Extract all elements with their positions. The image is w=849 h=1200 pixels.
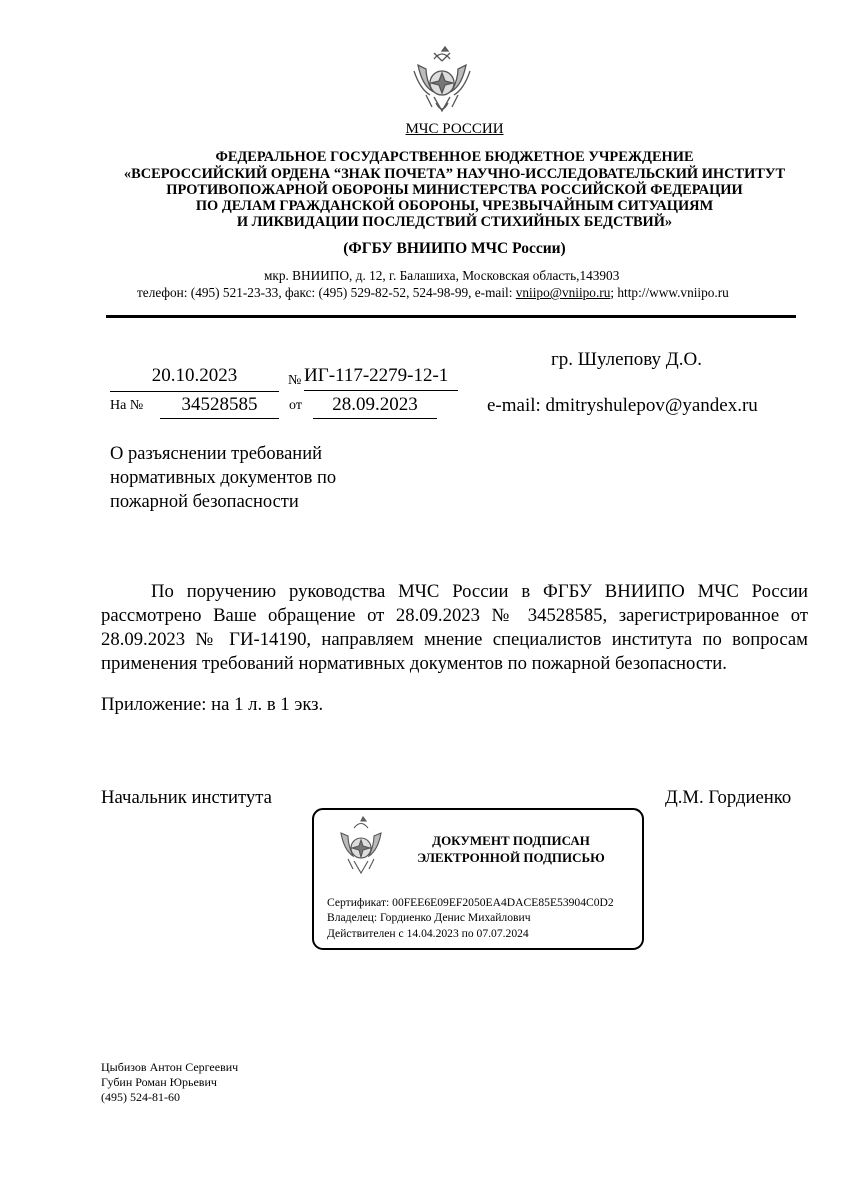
contacts-phone: телефон: (495) 521-23-33, факс: (495) 529-82-52, 524-98-99, e-mail: <box>137 285 516 300</box>
letter-subject: О разъяснении требований нормативных документов по пожарной безопасности <box>110 444 337 512</box>
stamp-emblem-icon <box>336 816 386 878</box>
outgoing-number-underline <box>304 390 458 391</box>
incoming-number: 34528585 <box>160 394 279 419</box>
org-line: ПО ДЕЛАМ ГРАЖДАНСКОЙ ОБОРОНЫ, ЧРЕЗВЫЧАЙНЫМ СИТУАЦИЯМ <box>195 198 714 214</box>
stamp-title-line: ДОКУМЕНТ ПОДПИСАН <box>432 833 590 848</box>
stamp-title <box>396 832 626 866</box>
recipient-name: гр. Шулепову Д.О. <box>551 349 702 370</box>
contacts-email-link[interactable]: vniipo@vniipo.ru <box>515 285 611 300</box>
body-paragraph: По поручению руководства МЧС России в ФГБУ ВНИИПО МЧС России рассмотрено Ваше обращение от 28.09.2023 № 34528585, зарегистрированное от 28.09.2023 № ГИ-14190, направляем мнение специалистов института по вопросам применения требований нормативных документов по пожарной безопасности. <box>101 581 808 674</box>
contacts-website: ; http://www.vniipo.ru <box>610 285 729 300</box>
stamp-certificate: Сертификат: 00FEE6E09EF2050EA4DACE85E53904C0D2 <box>327 896 614 909</box>
signer-name: Д.М. Гордиенко <box>665 787 792 808</box>
incoming-label: На № <box>110 398 144 413</box>
stamp-validity: Действителен с 14.04.2023 по 07.07.2024 <box>327 927 529 940</box>
executor-phone: (495) 524-81-60 <box>101 1090 180 1104</box>
attachment-note: Приложение: на 1 л. в 1 экз. <box>101 694 324 715</box>
ministry-name: МЧС РОССИИ <box>405 121 504 137</box>
org-line: «ВСЕРОССИЙСКИЙ ОРДЕНА “ЗНАК ПОЧЕТА” НАУЧНО-ИССЛЕДОВАТЕЛЬСКИЙ ИНСТИТУТ <box>123 166 786 182</box>
outgoing-date: 20.10.2023 <box>110 365 279 392</box>
executor-name: Цыбизов Антон Сергеевич <box>101 1060 239 1074</box>
e-signature-stamp <box>312 808 644 950</box>
emblem-icon <box>412 45 472 117</box>
org-line: И ЛИКВИДАЦИИ ПОСЛЕДСТВИЙ СТИХИЙНЫХ БЕДСТВИЙ» <box>236 214 673 230</box>
org-line: ФЕДЕРАЛЬНОЕ ГОСУДАРСТВЕННОЕ БЮДЖЕТНОЕ УЧРЕЖДЕНИЕ <box>215 149 694 165</box>
stamp-owner: Владелец: Гордиенко Денис Михайлович <box>327 911 531 924</box>
number-sign: № <box>288 373 302 388</box>
letter-body <box>101 580 808 676</box>
executor-name: Губин Роман Юрьевич <box>101 1075 217 1089</box>
header-divider <box>106 315 796 318</box>
recipient-email: e-mail: dmitryshulepov@yandex.ru <box>487 395 758 416</box>
signer-position: Начальник института <box>101 787 272 808</box>
contacts <box>137 285 729 301</box>
org-short-name: (ФГБУ ВНИИПО МЧС России) <box>343 240 566 257</box>
from-label: от <box>289 398 302 413</box>
outgoing-number: ИГ-117-2279-12-1 <box>304 365 449 386</box>
stamp-title-line: ЭЛЕКТРОННОЙ ПОДПИСЬЮ <box>417 850 605 865</box>
address: мкр. ВНИИПО, д. 12, г. Балашиха, Московская область,143903 <box>264 268 620 283</box>
org-line: ПРОТИВОПОЖАРНОЙ ОБОРОНЫ МИНИСТЕРСТВА РОССИЙСКОЙ ФЕДЕРАЦИИ <box>166 182 743 198</box>
incoming-date: 28.09.2023 <box>313 394 437 419</box>
